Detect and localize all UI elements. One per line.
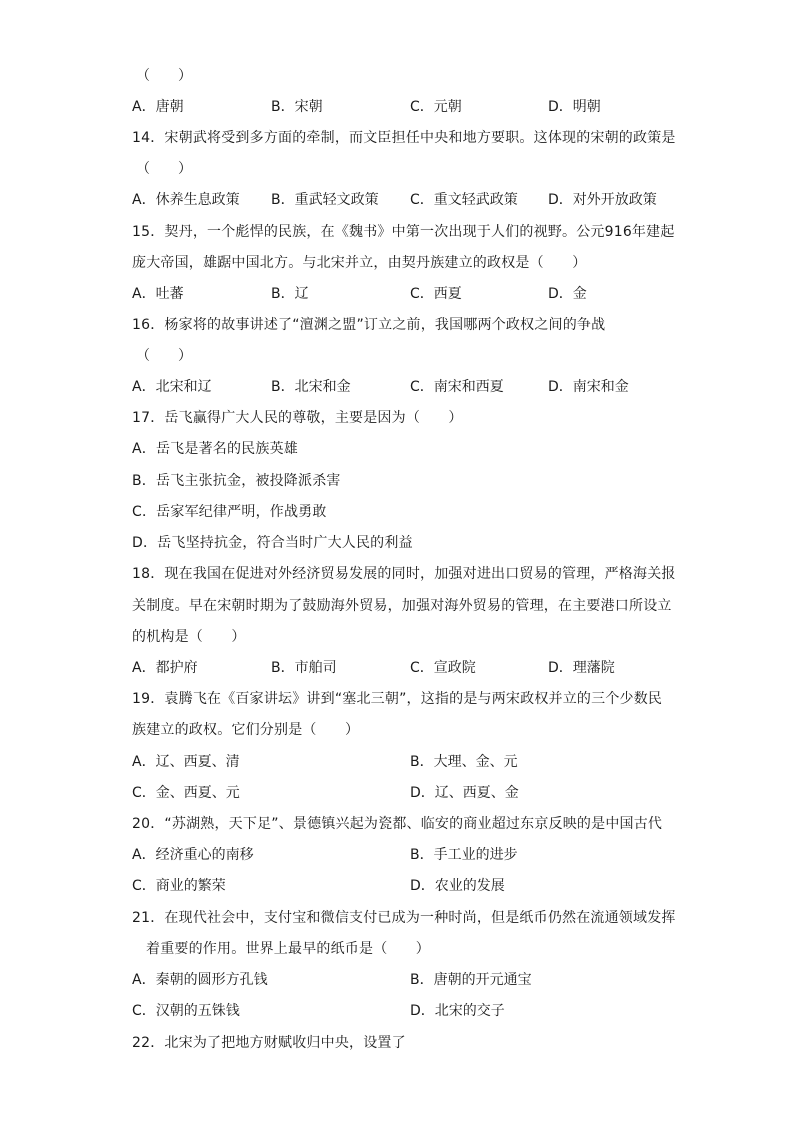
q20-option-d[interactable]: D．农业的发展 — [410, 878, 505, 894]
q20-option-a[interactable]: A．经济重心的南移 — [132, 847, 254, 863]
q18-option-d[interactable]: D．理藩院 — [548, 660, 615, 676]
q17-option-a[interactable]: A．岳飞是著名的民族英雄 — [132, 441, 298, 457]
q14-answer-blank: （ ） — [136, 161, 192, 177]
q14-options — [0, 190, 794, 210]
q17-option-d[interactable]: D．岳飞坚持抗金，符合当时广大人民的利益 — [132, 535, 413, 551]
q14-option-d[interactable]: D．对外开放政策 — [548, 192, 657, 208]
q13-option-c[interactable]: C．元朝 — [410, 99, 462, 115]
q16-option-c[interactable]: C．南宋和西夏 — [410, 379, 504, 395]
q15-stem-line2: 庞大帝国，雄踞中国北方。与北宋并立，由契丹族建立的政权是（ ） — [132, 255, 587, 271]
q16-option-a[interactable]: A．北宋和辽 — [132, 379, 212, 395]
q18-options — [0, 658, 794, 678]
q14-option-b[interactable]: B．重武轻文政策 — [271, 192, 379, 208]
q14-option-c[interactable]: C．重文轻武政策 — [410, 192, 518, 208]
q21-option-c[interactable]: C．汉朝的五铢钱 — [132, 1003, 240, 1019]
q19-stem-line1: 19．袁腾飞在《百家讲坛》讲到“塞北三朝”，这指的是与两宋政权并立的三个少数民 — [132, 691, 663, 707]
q13-option-d[interactable]: D．明朝 — [548, 99, 601, 115]
q13-options — [0, 97, 794, 117]
q14-stem: 14．宋朝武将受到多方面的牵制，而文臣担任中央和地方要职。这体现的宋朝的政策是 — [132, 130, 676, 146]
q16-stem: 16．杨家将的故事讲述了“澶渊之盟”订立之前，我国哪两个政权之间的争战 — [132, 317, 606, 333]
q21-options-row2 — [0, 1001, 794, 1021]
q21-stem-line2: 着重要的作用。世界上最早的纸币是（ ） — [146, 941, 430, 957]
q20-option-c[interactable]: C．商业的繁荣 — [132, 878, 226, 894]
q20-option-b[interactable]: B．手工业的进步 — [410, 847, 518, 863]
q19-option-b[interactable]: B．大理、金、元 — [410, 754, 518, 770]
q21-stem-line1: 21．在现代社会中，支付宝和微信支付已成为一种时尚，但是纸币仍然在流通领域发挥 — [132, 910, 676, 926]
q19-options-row1 — [0, 752, 794, 772]
q15-option-a[interactable]: A．吐蕃 — [132, 286, 184, 302]
q20-options-row1 — [0, 845, 794, 865]
q20-options-row2 — [0, 876, 794, 896]
q18-option-a[interactable]: A．都护府 — [132, 660, 198, 676]
q16-options — [0, 377, 794, 397]
q18-option-b[interactable]: B．市舶司 — [271, 660, 337, 676]
q18-stem-line2: 关制度。早在宋朝时期为了鼓励海外贸易，加强对海外贸易的管理，在主要港口所设立 — [132, 598, 672, 614]
q18-option-c[interactable]: C．宣政院 — [410, 660, 476, 676]
q21-option-a[interactable]: A．秦朝的圆形方孔钱 — [132, 972, 268, 988]
q17-stem: 17．岳飞赢得广大人民的尊敬，主要是因为（ ） — [132, 410, 463, 426]
q14-option-a[interactable]: A．休养生息政策 — [132, 192, 240, 208]
q19-option-a[interactable]: A．辽、西夏、清 — [132, 754, 240, 770]
q17-option-b[interactable]: B．岳飞主张抗金，被投降派杀害 — [132, 473, 341, 489]
q19-options-row2 — [0, 783, 794, 803]
q19-option-d[interactable]: D．辽、西夏、金 — [410, 785, 519, 801]
q22-stem: 22．北宋为了把地方财赋收归中央，设置了 — [132, 1035, 406, 1051]
q20-stem: 20．“苏湖熟，天下足”、景德镇兴起为瓷都、临安的商业超过东京反映的是中国古代 — [132, 816, 663, 832]
q16-answer-blank: （ ） — [136, 348, 192, 364]
q16-option-d[interactable]: D．南宋和金 — [548, 379, 629, 395]
q15-option-b[interactable]: B．辽 — [271, 286, 309, 302]
q21-options-row1 — [0, 970, 794, 990]
q19-option-c[interactable]: C．金、西夏、元 — [132, 785, 240, 801]
q15-option-c[interactable]: C．西夏 — [410, 286, 462, 302]
q15-stem-line1: 15．契丹，一个彪悍的民族，在《魏书》中第一次出现于人们的视野。公元916年建起 — [132, 224, 675, 240]
q13-option-b[interactable]: B．宋朝 — [271, 99, 323, 115]
q15-options — [0, 284, 794, 304]
q16-option-b[interactable]: B．北宋和金 — [271, 379, 351, 395]
q18-stem-line3: 的机构是（ ） — [132, 629, 246, 645]
q21-option-d[interactable]: D．北宋的交子 — [410, 1003, 505, 1019]
q19-stem-line2: 族建立的政权。它们分别是（ ） — [132, 722, 360, 738]
q17-option-c[interactable]: C．岳家军纪律严明，作战勇敢 — [132, 504, 327, 520]
q13-answer-blank: （ ） — [136, 68, 192, 84]
q21-option-b[interactable]: B．唐朝的开元通宝 — [410, 972, 532, 988]
q18-stem-line1: 18．现在我国在促进对外经济贸易发展的同时，加强对进出口贸易的管理，严格海关报 — [132, 566, 676, 582]
q15-option-d[interactable]: D．金 — [548, 286, 587, 302]
q13-option-a[interactable]: A．唐朝 — [132, 99, 184, 115]
